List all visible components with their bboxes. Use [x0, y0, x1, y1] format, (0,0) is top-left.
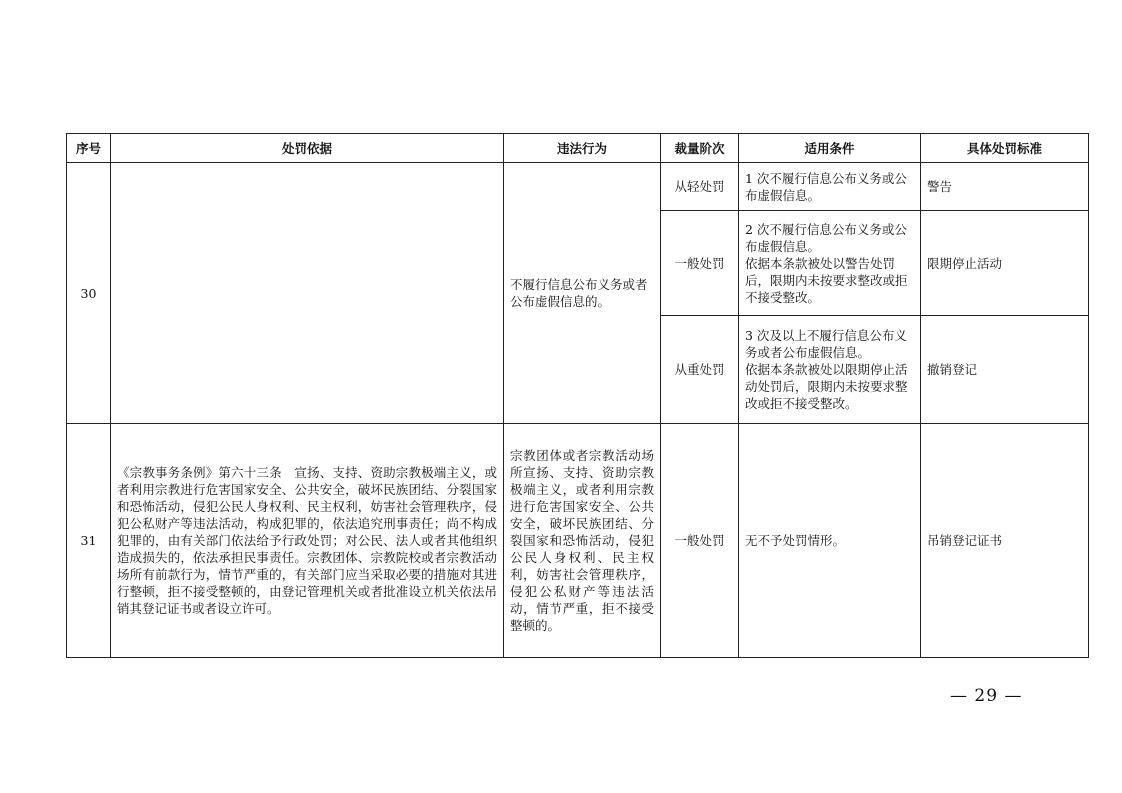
penalty-standard: 限期停止活动 — [921, 211, 1089, 316]
header-standard: 具体处罚标准 — [921, 134, 1089, 163]
condition-text: 依据本条款被处以警告处罚后，限期内未按要求整改或拒不接受整改。 — [745, 255, 908, 305]
table-row — [67, 163, 1089, 211]
header-level: 裁量阶次 — [661, 134, 739, 163]
discretion-level: 一般处罚 — [661, 211, 739, 316]
header-violation: 违法行为 — [504, 134, 661, 163]
header-number: 序号 — [67, 134, 111, 163]
header-basis: 处罚依据 — [111, 134, 504, 163]
penalty-basis — [111, 163, 504, 424]
penalty-basis: 《宗教事务条例》第六十三条 宣扬、支持、资助宗教极端主义，或者利用宗教进行危害国家安全、公共安全，破坏民族团结、分裂国家和恐怖活动，侵犯公民人身权利、民主权利，妨害社会管理秩序，侵犯公私财产等违法活动，构成犯罪的，依法追究刑事责任；尚不构成犯罪的，由有关部门依法给予行政处罚；对公民、法人或者其他组织造成损失的，依法承担民事责任。宗教团体、宗教院校或者宗教活动场所有前款行为，情节严重的，有关部门应当采取必要的措施对其进行整顿，拒不接受整顿的，由登记管理机关或者批准设立机关依法吊销其登记证书或者设立许可。 — [111, 424, 504, 658]
page-number: — 29 — — [950, 686, 1023, 706]
applicable-conditions — [739, 316, 921, 424]
table-row — [67, 424, 1089, 658]
penalty-standard: 警告 — [921, 163, 1089, 211]
discretion-level: 一般处罚 — [661, 424, 739, 658]
applicable-conditions — [739, 163, 921, 211]
applicable-conditions: 无不予处罚情形。 — [739, 424, 921, 658]
applicable-conditions — [739, 211, 921, 316]
penalty-standard: 吊销登记证书 — [921, 424, 1089, 658]
row-number: 31 — [67, 424, 111, 658]
penalty-standard: 撤销登记 — [921, 316, 1089, 424]
discretion-level: 从重处罚 — [661, 316, 739, 424]
condition-text: 3 次及以上不履行信息公布义务或者公布虚假信息。 — [745, 328, 907, 360]
violation-text: 宗教团体或者宗教活动场所宣扬、支持、资助宗教极端主义，或者利用宗教进行危害国家安全、公共安全，破坏民族团结、分裂国家和恐怖活动，侵犯公民人身权利、民主权利，妨害社会管理秩序，侵犯公私财产等违法活动，情节严重，拒不接受整顿的。 — [504, 424, 661, 658]
table-header-row — [67, 134, 1089, 163]
penalty-table — [66, 133, 1089, 658]
condition-text: 1 次不履行信息公布义务或公布虚假信息。 — [745, 170, 907, 203]
condition-text: 依据本条款被处以限期停止活动处罚后，限期内未按要求整改或拒不接受整改。 — [745, 362, 908, 411]
header-conditions: 适用条件 — [739, 134, 921, 163]
condition-text: 2 次不履行信息公布义务或公布虚假信息。 — [745, 221, 907, 254]
discretion-level: 从轻处罚 — [661, 163, 739, 211]
violation-text: 不履行信息公布义务或者公布虚假信息的。 — [504, 163, 661, 424]
row-number: 30 — [67, 163, 111, 424]
